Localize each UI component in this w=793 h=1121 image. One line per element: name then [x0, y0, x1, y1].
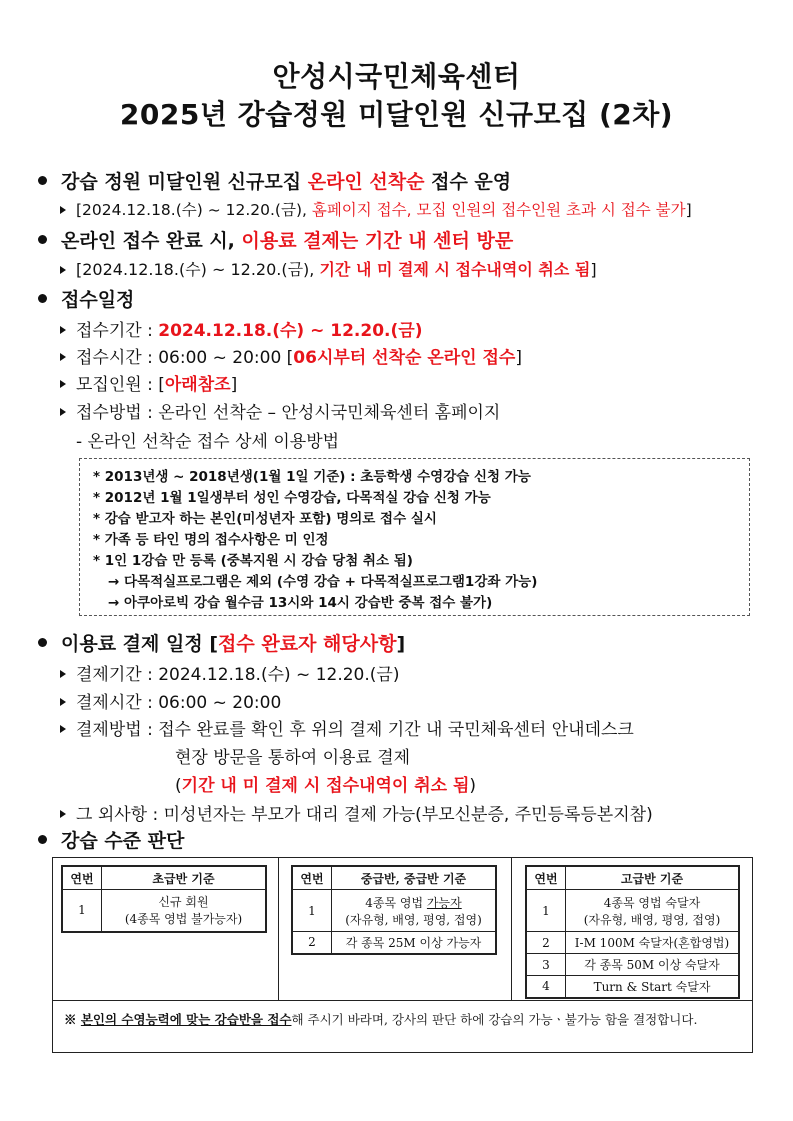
- section-payment-schedule: 이용료 결제 일정 [접수 완료자 해당사항]: [38, 629, 405, 656]
- bullet-icon: [38, 638, 47, 647]
- note-item: → 다목적실프로그램은 제외 (수영 강습 + 다목적실프로그램1강좌 가능): [108, 574, 538, 590]
- beginner-table: [61, 865, 267, 933]
- table-row: 1 4종목 영법 가능자 (자유형, 배영, 평영, 접영): [292, 890, 496, 932]
- table-row: 3 각 종목 50M 이상 숙달자: [526, 954, 739, 976]
- note-item: * 강습 받고자 하는 본인(미성년자 포함) 명의로 접수 실시: [93, 511, 437, 527]
- page-title: 안성시국민체육센터: [272, 60, 521, 93]
- registration-method-sub: - 온라인 선착순 접수 상세 이용방법: [76, 432, 340, 452]
- online-registration-detail: [2024.12.18.(수) ~ 12.20.(금), 홈페이지 접수, 모집 인원의 접수인원 초과 시 접수 불가]: [60, 198, 692, 220]
- bullet-icon: [38, 294, 47, 303]
- arrow-icon: [60, 698, 66, 706]
- intermediate-table: [291, 865, 497, 955]
- arrow-icon: [60, 206, 66, 214]
- level-footnote: ※ 본인의 수영능력에 맞는 강습반을 접수해 주시기 바라며, 강사의 판단 하에 강습의 가능ㆍ불가능 함을 결정합니다.: [64, 1012, 698, 1027]
- payment-method-line2: 현장 방문을 통하여 이용료 결제: [175, 748, 411, 768]
- divider: [52, 1000, 753, 1001]
- payment-etc: 그 외사항 : 미성년자는 부모가 대리 결제 가능(부모신분증, 주민등록등본지참): [60, 800, 653, 825]
- col-header-title: 고급반 기준: [566, 866, 740, 890]
- section-online-registration: 강습 정원 미달인원 신규모집 온라인 선착순 접수 운영: [38, 167, 511, 194]
- arrow-icon: [60, 725, 66, 733]
- note-item: * 1인 1강습 만 등록 (중복지원 시 강습 당첨 취소 됨): [93, 553, 413, 569]
- note-item: * 2012년 1월 1일생부터 성인 수영강습, 다목적실 강습 신청 가능: [93, 490, 491, 506]
- col-header-no: 연번: [62, 866, 102, 890]
- col-header-no: 연번: [526, 866, 566, 890]
- divider: [278, 857, 279, 1000]
- registration-period: 접수기간 : 2024.12.18.(수) ~ 12.20.(금): [60, 316, 422, 341]
- payment-visit-detail: [2024.12.18.(수) ~ 12.20.(금), 기간 내 미 결제 시 접수내역이 취소 됨]: [60, 257, 597, 280]
- arrow-icon: [60, 353, 66, 361]
- recruit-count: 모집인원 : [아래참조]: [60, 370, 237, 395]
- note-item: → 아쿠아로빅 강습 월수금 13시와 14시 강습반 중복 접수 불가): [108, 595, 493, 611]
- page-subtitle: 2025년 강습정원 미달인원 신규모집 (2차): [119, 98, 674, 131]
- table-row: 2 각 종목 25M 이상 가능자: [292, 932, 496, 954]
- note-item: * 가족 등 타인 명의 접수사항은 미 인정: [93, 532, 329, 548]
- section-schedule: 접수일정: [38, 285, 134, 312]
- bullet-icon: [38, 235, 47, 244]
- bullet-icon: [38, 176, 47, 185]
- registration-time: 접수시간 : 06:00 ~ 20:00 [06시부터 선착순 온라인 접수]: [60, 343, 522, 368]
- advanced-table: [525, 865, 740, 999]
- section-level: 강습 수준 판단: [38, 826, 184, 853]
- arrow-icon: [60, 326, 66, 334]
- arrow-icon: [60, 380, 66, 388]
- section-payment-visit: 온라인 접수 완료 시, 이용료 결제는 기간 내 센터 방문: [38, 226, 513, 253]
- col-header-title: 중급반, 중급반 기준: [332, 866, 497, 890]
- divider: [511, 857, 512, 1000]
- note-item: * 2013년생 ~ 2018년생(1월 1일 기준) : 초등학생 수영강습 신청 가능: [93, 469, 531, 485]
- registration-method: 접수방법 : 온라인 선착순 – 안성시국민체육센터 홈페이지: [60, 398, 500, 423]
- table-row: 4 Turn & Start 숙달자: [526, 976, 739, 998]
- payment-method: 결제방법 : 접수 완료를 확인 후 위의 결제 기간 내 국민체육센터 안내데스크: [60, 715, 634, 740]
- arrow-icon: [60, 670, 66, 678]
- arrow-icon: [60, 810, 66, 818]
- bullet-icon: [38, 835, 47, 844]
- table-row: 2 I-M 100M 숙달자(혼합영법): [526, 932, 739, 954]
- arrow-icon: [60, 266, 66, 274]
- col-header-title: 초급반 기준: [102, 866, 267, 890]
- payment-time: 결제시간 : 06:00 ~ 20:00: [60, 688, 281, 713]
- payment-method-line3: (기간 내 미 결제 시 접수내역이 취소 됨): [175, 776, 477, 796]
- table-row: 1 4종목 영법 숙달자 (자유형, 배영, 평영, 접영): [526, 890, 739, 932]
- arrow-icon: [60, 408, 66, 416]
- col-header-no: 연번: [292, 866, 332, 890]
- table-row: 1 신규 회원 (4종목 영법 불가능자): [62, 890, 266, 932]
- payment-period: 결제기간 : 2024.12.18.(수) ~ 12.20.(금): [60, 660, 399, 685]
